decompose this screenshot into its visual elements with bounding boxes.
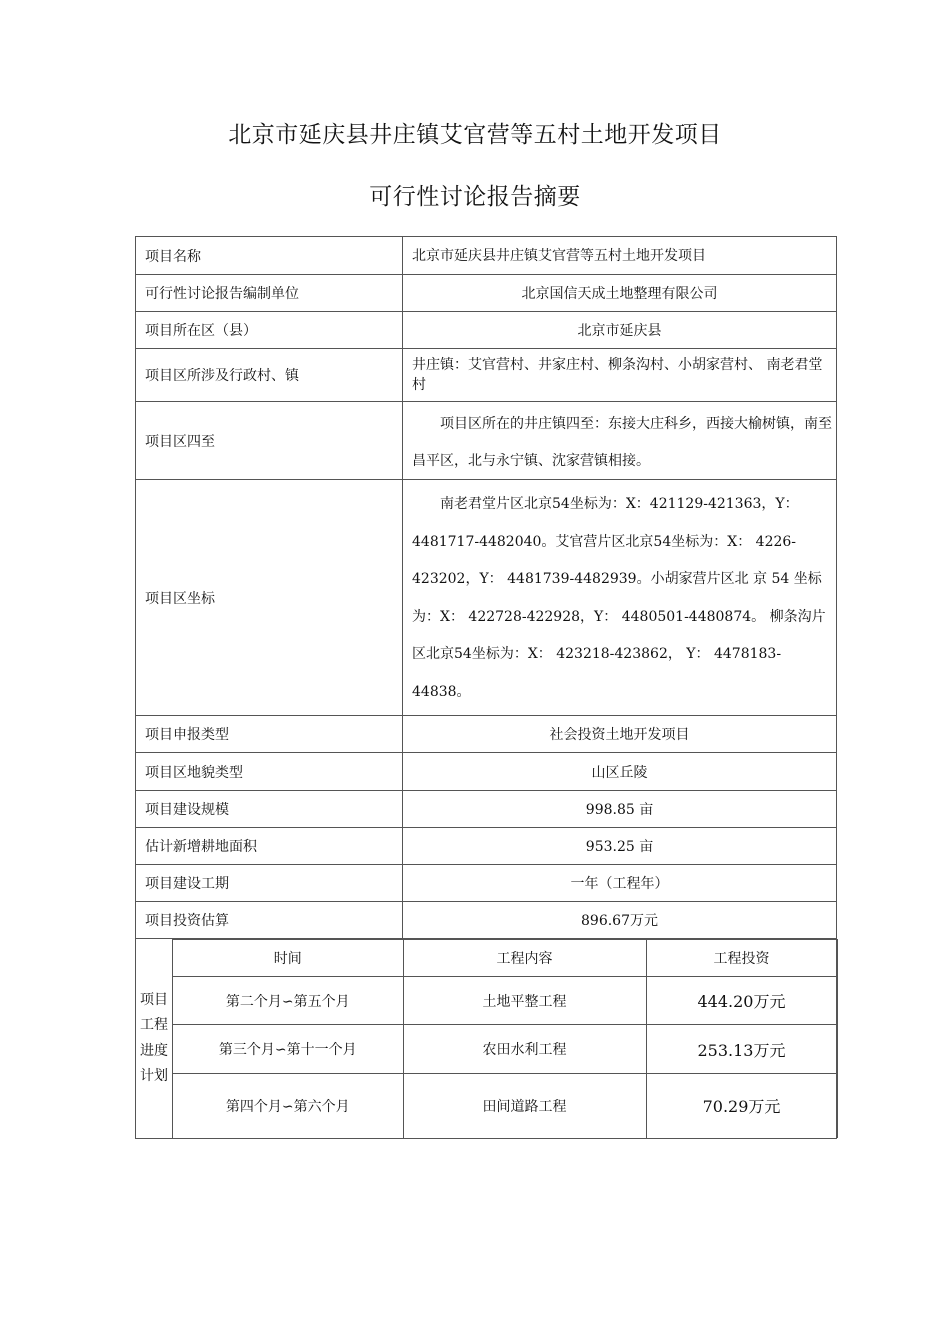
table-row xyxy=(136,828,837,865)
schedule-time: 第四个月∽第六个月 xyxy=(173,1074,403,1138)
row-label: 项目区地貌类型 xyxy=(136,753,403,791)
schedule-item-row xyxy=(173,1074,837,1138)
header-cost: 工程投资 xyxy=(646,940,837,977)
schedule-cost: 444.20万元 xyxy=(646,977,837,1025)
invest-value: 896.67万元 xyxy=(403,902,837,939)
row-label: 项目建设工期 xyxy=(136,865,403,902)
project-name-value: 北京市延庆县井庄镇艾官营等五村土地开发项目 xyxy=(403,237,837,275)
row-label: 项目所在区（县） xyxy=(136,312,403,349)
schedule-item-row xyxy=(173,1025,837,1074)
row-label: 项目名称 xyxy=(136,237,403,275)
table-row xyxy=(136,865,837,902)
row-label: 可行性讨论报告编制单位 xyxy=(136,275,403,312)
schedule-item-row xyxy=(173,977,837,1025)
header-content: 工程内容 xyxy=(403,940,646,977)
schedule-cost: 253.13万元 xyxy=(646,1025,837,1074)
header-time: 时间 xyxy=(173,940,403,977)
schedule-row xyxy=(136,939,837,1139)
schedule-time: 第三个月∽第十一个月 xyxy=(173,1025,403,1074)
table-row xyxy=(136,312,837,349)
unit-value: 北京国信天成土地整理有限公司 xyxy=(403,275,837,312)
table-row xyxy=(136,237,837,275)
row-label: 项目投资估算 xyxy=(136,902,403,939)
table-row xyxy=(136,753,837,791)
table-row xyxy=(136,402,837,480)
row-label: 项目申报类型 xyxy=(136,716,403,753)
schedule-header-row xyxy=(173,940,837,977)
area-value: 953.25 亩 xyxy=(403,828,837,865)
schedule-time: 第二个月∽第五个月 xyxy=(173,977,403,1025)
schedule-content: 农田水利工程 xyxy=(403,1025,646,1074)
table-row xyxy=(136,349,837,402)
schedule-label: 项目工程进度计划 xyxy=(136,939,173,1139)
table-row xyxy=(136,480,837,716)
table-row xyxy=(136,791,837,828)
document-title: 北京市延庆县井庄镇艾官营等五村土地开发项目 xyxy=(228,122,722,148)
schedule-content: 田间道路工程 xyxy=(403,1074,646,1138)
bounds-value: 项目区所在的井庄镇四至：东接大庄科乡，西接大榆树镇，南至昌平区，北与永宁镇、沈家营镇相接。 xyxy=(403,402,837,480)
row-label: 项目区所涉及行政村、镇 xyxy=(136,349,403,402)
schedule-content: 土地平整工程 xyxy=(403,977,646,1025)
schedule-table xyxy=(173,939,838,1138)
row-label: 项目区坐标 xyxy=(136,480,403,716)
coords-value: 南老君堂片区北京54坐标为：X：421129-421363，Y：4481717-4482040。艾官营片区北京54坐标为：X： 4226-423202，Y： 4481739-4482939。小胡家营片区北 京 54 坐标为：X： 422728-422928，Y： 4480501-4480874。 柳条沟片区北京54坐标为：X： 423218-423862， Y： 4478183-44838。 xyxy=(403,480,837,716)
table-row xyxy=(136,902,837,939)
table-row xyxy=(136,275,837,312)
district-value: 北京市延庆县 xyxy=(403,312,837,349)
table-row xyxy=(136,716,837,753)
villages-value: 井庄镇：艾官营村、井家庄村、柳条沟村、小胡家营村、 南老君堂村 xyxy=(403,349,837,402)
scale-value: 998.85 亩 xyxy=(403,791,837,828)
terrain-value: 山区丘陵 xyxy=(403,753,837,791)
period-value: 一年（工程年） xyxy=(403,865,837,902)
row-label: 项目建设规模 xyxy=(136,791,403,828)
type-value: 社会投资土地开发项目 xyxy=(403,716,837,753)
document-subtitle: 可行性讨论报告摘要 xyxy=(369,184,581,210)
schedule-cost: 70.29万元 xyxy=(646,1074,837,1138)
summary-table xyxy=(135,236,837,1139)
row-label: 估计新增耕地面积 xyxy=(136,828,403,865)
row-label: 项目区四至 xyxy=(136,402,403,480)
